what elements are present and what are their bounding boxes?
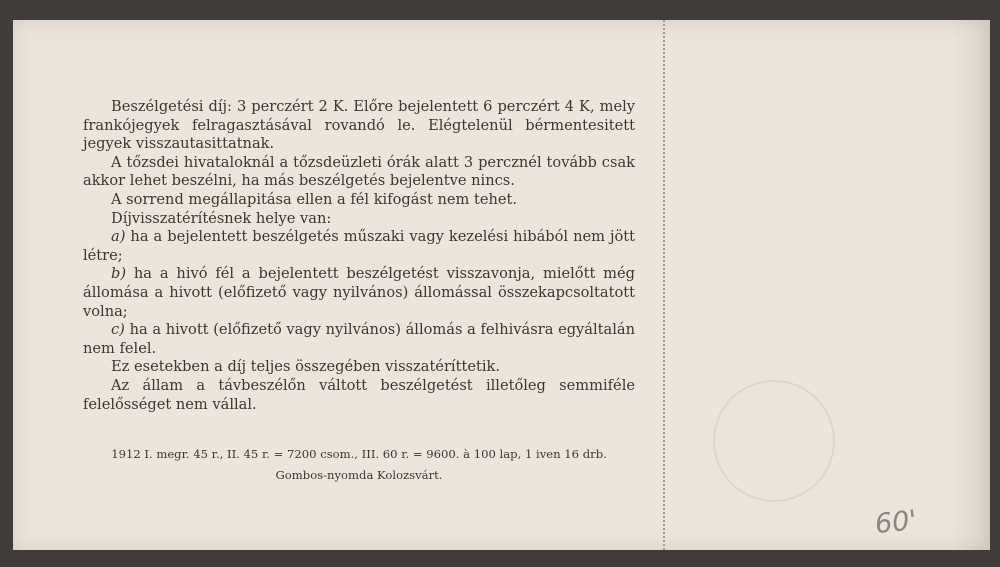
item-letter-b: b) [111,265,127,283]
paragraph-exchange-offices: A tőzsdei hivataloknál a tőzsdeüzleti órák alatt 3 percznél tovább csak akkor lehet beszélni, ha más beszélgetés bejelentve nincs. [83,153,635,190]
paragraph-refund-c [83,321,635,358]
paragraph-liability: Az állam a távbeszélőn váltott beszélgetést illetőleg semmiféle felelősséget nem vállal. [83,376,635,413]
paragraph-order: A sorrend megállapitása ellen a fél kifogást nem tehet. [111,190,517,208]
printer-imprint: Gombos-nyomda Kolozsvárt. [275,468,443,482]
regulations-text [83,98,635,414]
ghost-stamp-circle [713,380,835,502]
item-text-b: ha a hivó fél a bejelentett beszélgetést visszavonja, mielőtt még állomása a hivott (előfizető vagy nyilvános) állomással összekapcsoltatott volna; [83,265,635,320]
pencil-price-note: 60' [873,504,919,541]
paragraph-fee: Beszélgetési díj: 3 perczért 2 K. Előre bejelentett 6 perczért 4 K, mely frankójegyek felragasztásával rovandó le. Elégtelenül bérmentesitett jegyek visszautasittatnak. [83,98,635,153]
item-letter-c: c) [111,321,125,339]
item-text-c: ha a hivott (előfizető vagy nyilvános) állomás a felhivásra egyáltalán nem felel. [83,321,635,357]
paragraph-refund-b [83,265,635,321]
perforation-line [663,20,665,550]
paragraph-refund-heading: Díjvisszatérítésnek helye van: [111,209,332,227]
print-run-note: 1912 I. megr. 45 r., II. 45 r. = 7200 csom., III. 60 r. = 9600. à 100 lap, 1 iven 16 drb. [111,447,607,461]
paragraph-refund-full: Ez esetekben a díj teljes összegében visszatéríttetik. [111,358,500,376]
telephone-form-card [13,20,990,550]
paragraph-refund-a [83,228,635,265]
item-letter-a: a) [111,228,126,246]
item-text-a: ha a bejelentett beszélgetés műszaki vagy kezelési hibából nem jött létre; [83,228,636,264]
